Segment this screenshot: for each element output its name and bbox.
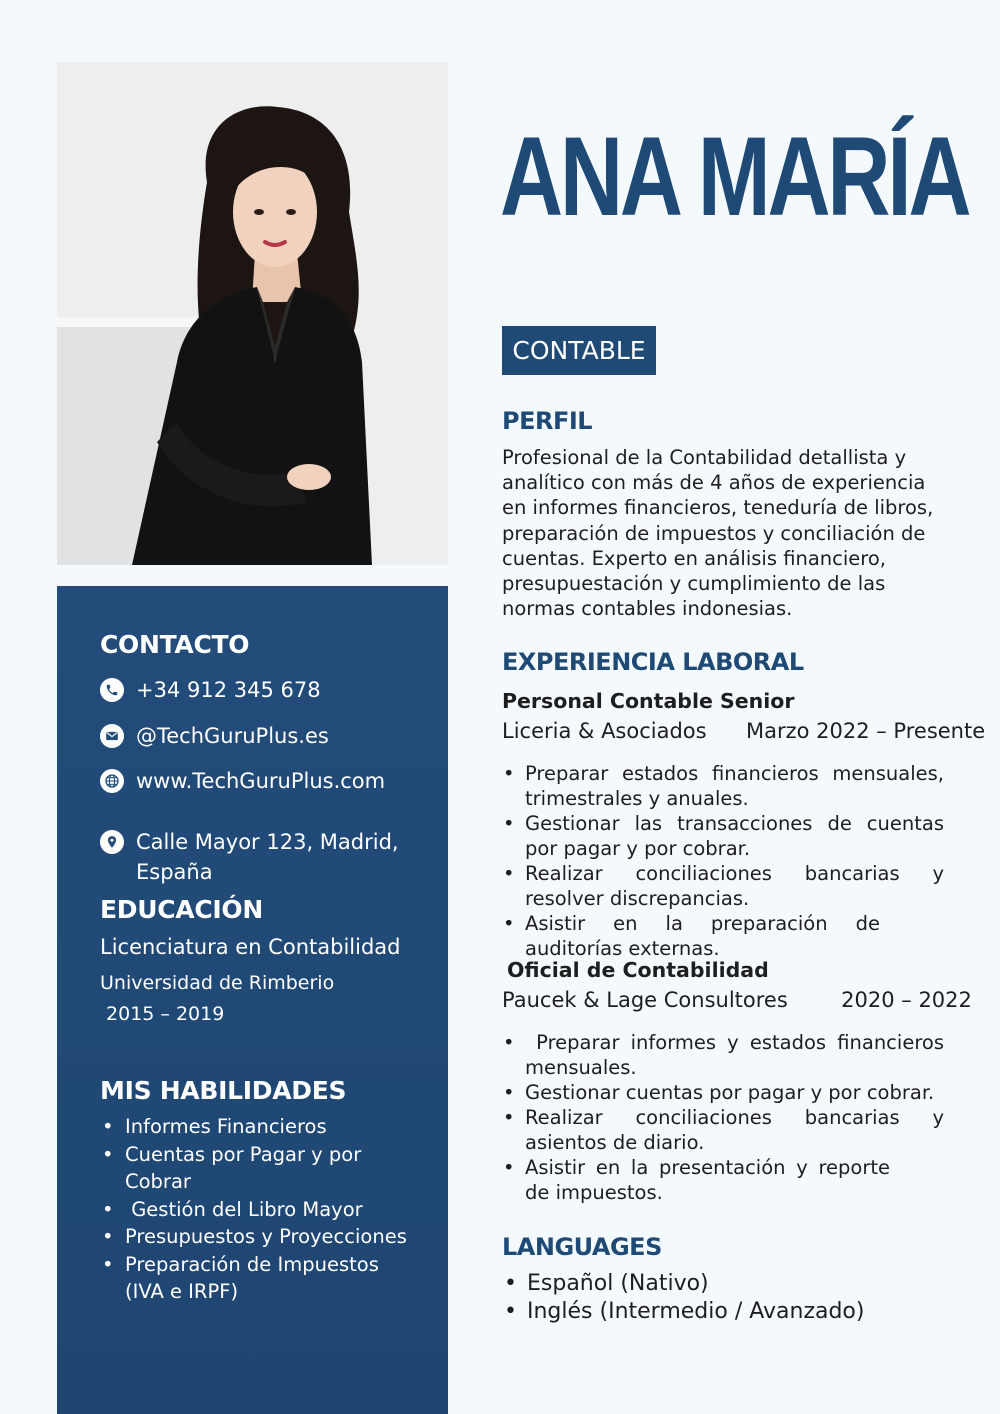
job-meta bbox=[502, 719, 985, 743]
profile-text: Profesional de la Contabilidad detallista y analítico con más de 4 años de experiencia en informes financieros, teneduría de libros, preparación de impuestos y conciliación de cuentas. Experto en análisis financiero, presupuestación y cumplimiento de las normas contables indonesias. bbox=[502, 446, 934, 621]
job-bullets bbox=[502, 1030, 951, 1205]
address-text: Calle Mayor 123, Madrid, España bbox=[136, 830, 399, 884]
bullet-item: • Gestionar cuentas por pagar y por cobrar. bbox=[502, 1080, 944, 1105]
language-item: • Español (Nativo) bbox=[502, 1270, 864, 1298]
skills-heading: MIS HABILIDADES bbox=[100, 1076, 347, 1105]
language-item: • Inglés (Intermedio / Avanzado) bbox=[502, 1298, 864, 1326]
bullet-item: • Realizar conciliaciones bancarias y resolver discrepancias. bbox=[502, 861, 944, 911]
candidate-name: ANA MARÍA bbox=[500, 114, 969, 239]
bullet-item: • Asistir en la preparación de auditorías externas. bbox=[502, 911, 880, 961]
education-years: 2015 – 2019 bbox=[100, 1003, 225, 1025]
job-period: 2020 – 2022 bbox=[841, 988, 972, 1012]
education-degree: Licenciatura en Contabilidad bbox=[100, 935, 401, 959]
job-meta bbox=[502, 988, 972, 1012]
bullet-item: • Asistir en la presentación y reporte de impuestos. bbox=[502, 1155, 890, 1205]
skill-item: • Informes Financieros bbox=[100, 1113, 430, 1141]
contact-heading: CONTACTO bbox=[100, 630, 250, 659]
sidebar bbox=[57, 586, 448, 1414]
phone-text: +34 912 345 678 bbox=[136, 678, 321, 702]
skill-item: • Gestión del Libro Mayor bbox=[100, 1196, 430, 1224]
contact-email[interactable] bbox=[100, 721, 329, 751]
education-heading: EDUCACIÓN bbox=[100, 895, 263, 924]
bullet-item: • Preparar estados financieros mensuales, trimestrales y anuales. bbox=[502, 761, 944, 811]
profile-heading: PERFIL bbox=[502, 407, 593, 435]
bullet-item: • Gestionar las transacciones de cuentas por pagar y por cobrar. bbox=[502, 811, 944, 861]
portrait-illustration bbox=[57, 62, 448, 565]
job-bullets bbox=[502, 761, 944, 961]
contact-phone[interactable] bbox=[100, 675, 321, 705]
languages-list bbox=[502, 1270, 864, 1326]
email-icon bbox=[100, 724, 124, 748]
contact-address bbox=[100, 827, 400, 887]
phone-icon bbox=[100, 678, 124, 702]
job-period: Marzo 2022 – Presente bbox=[745, 719, 986, 743]
skill-item: • Preparación de Impuestos (IVA e IRPF) bbox=[100, 1251, 390, 1306]
bullet-item: • Realizar conciliaciones bancarias y asientos de diario. bbox=[502, 1105, 944, 1155]
location-pin-icon bbox=[100, 830, 124, 854]
bullet-item: • Preparar informes y estados financieros mensuales. bbox=[502, 1030, 944, 1080]
job-company: Paucek & Lage Consultores bbox=[502, 988, 788, 1012]
experience-heading: EXPERIENCIA LABORAL bbox=[502, 648, 804, 676]
profile-photo bbox=[57, 62, 448, 565]
languages-heading: LANGUAGES bbox=[502, 1233, 662, 1261]
role-badge: CONTABLE bbox=[502, 326, 656, 375]
job-company: Liceria & Asociados bbox=[502, 719, 707, 743]
website-text: www.TechGuruPlus.com bbox=[136, 769, 386, 793]
job-title: Personal Contable Senior bbox=[502, 689, 795, 713]
contact-website[interactable] bbox=[100, 766, 385, 796]
email-text: @TechGuruPlus.es bbox=[136, 724, 329, 748]
job-title: Oficial de Contabilidad bbox=[507, 958, 769, 982]
skill-item: • Presupuestos y Proyecciones bbox=[100, 1223, 430, 1251]
skills-list bbox=[100, 1113, 430, 1306]
skill-item: • Cuentas por Pagar y por Cobrar bbox=[100, 1141, 430, 1196]
globe-icon bbox=[100, 769, 124, 793]
education-school: Universidad de Rimberio bbox=[100, 972, 335, 994]
